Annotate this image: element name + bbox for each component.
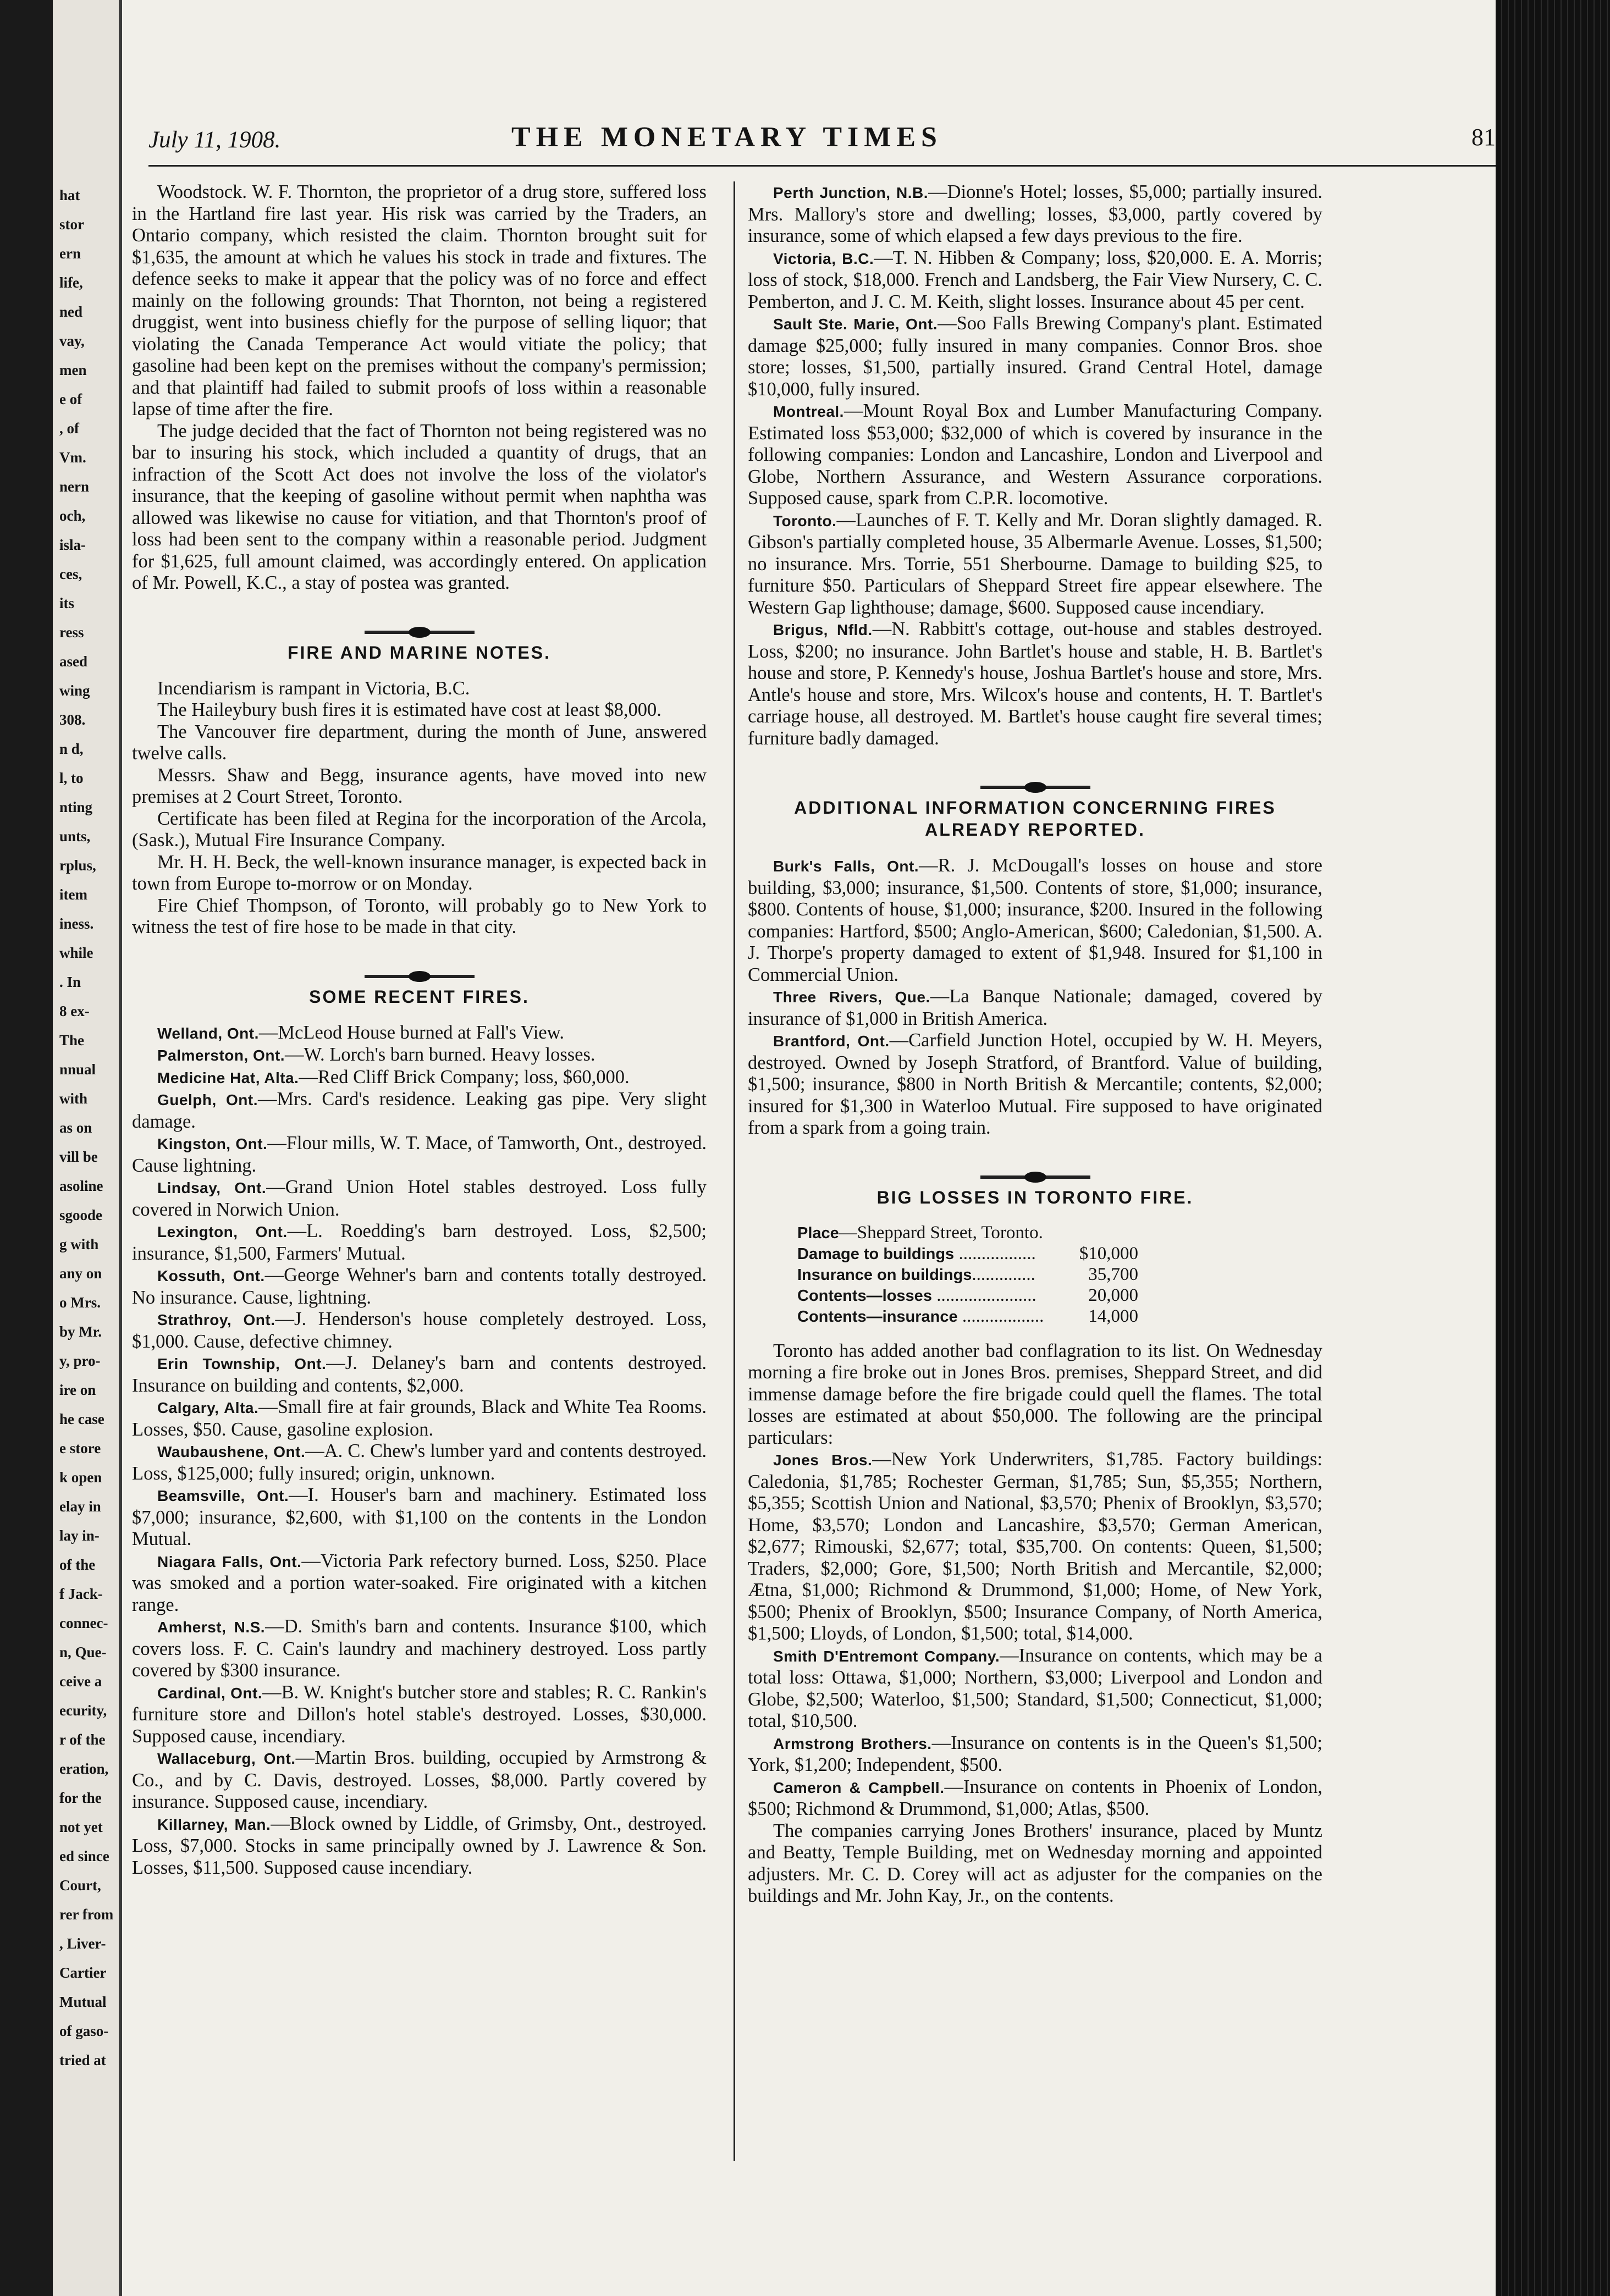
paragraph: Fire Chief Thompson, of Toronto, will probably go to New York to witness the test of fire hose to be made in that city. — [132, 895, 707, 937]
loss-label-cell — [797, 1285, 1072, 1306]
margin-fragment: for the — [59, 1790, 102, 1806]
ornament-divider — [748, 1153, 1322, 1175]
margin-fragment: ire on — [59, 1382, 96, 1398]
page-number: 81 — [1471, 124, 1496, 151]
place-name: Perth Junction, N.B. — [773, 184, 929, 201]
loss-value: 20,000 — [1088, 1285, 1138, 1305]
margin-fragment: as on — [59, 1119, 92, 1136]
margin-fragment: of gaso- — [59, 2023, 109, 2039]
fire-entry — [132, 1044, 707, 1067]
fire-entry — [748, 400, 1322, 510]
place-name: Kingston, Ont. — [157, 1135, 268, 1152]
margin-fragment: lay in- — [59, 1527, 100, 1544]
page-edges — [1496, 0, 1610, 2296]
ornament-divider — [132, 953, 707, 975]
facing-page-margin — [53, 0, 122, 2296]
recent-fires-list — [132, 1022, 707, 1879]
item-text: —Insurance on contents is in the Queen's $1,500; York, $1,200; Independent, $500. — [748, 1732, 1322, 1775]
place-name: Lindsay, Ont. — [157, 1179, 267, 1196]
loss-label: Contents—insurance — [797, 1307, 958, 1326]
margin-fragment: nern — [59, 478, 89, 495]
margin-fragment: eration, — [59, 1760, 109, 1777]
item-text: —Mount Royal Box and Lumber Manufacturing Company. Estimated loss $53,000; $32,000 of which is covered by insurance in the following companies: London and Lancashire, London and Liverpool and Globe, Northern Assurance, and Western Assurance corporations. Supposed cause, spark from C.P.R. locomotive. — [748, 400, 1322, 509]
loss-row — [797, 1265, 1138, 1285]
margin-fragment: its — [59, 595, 74, 611]
margin-fragment: nnual — [59, 1061, 96, 1078]
page-header — [148, 121, 1496, 159]
place-name: Brantford, Ont. — [773, 1033, 890, 1050]
recent-fires-heading: SOME RECENT FIRES. — [309, 986, 530, 1007]
paragraph: The Vancouver fire department, during the month of June, answered twelve calls. — [132, 721, 707, 764]
insurance-entry — [748, 1732, 1322, 1776]
fire-entry — [132, 1309, 707, 1353]
column-left — [132, 181, 707, 1879]
fire-entry — [132, 1067, 707, 1089]
fire-entry — [132, 1440, 707, 1484]
margin-fragment: Mutual — [59, 1994, 107, 2010]
place-name: Calgary, Alta. — [157, 1399, 259, 1416]
item-text: —J. Henderson's house completely destroyed. Loss, $1,000. Cause, defective chimney. — [132, 1309, 707, 1352]
margin-fragment: elay in — [59, 1498, 101, 1515]
margin-fragment: Cartier — [59, 1964, 107, 1981]
item-text: —I. Houser's barn and machinery. Estimated loss $7,000; insurance, $2,600, with $1,100 on the contents in the London Mutual. — [132, 1484, 707, 1549]
loss-value: 35,700 — [1088, 1265, 1138, 1284]
place-name: Toronto. — [773, 512, 837, 529]
place-name: Welland, Ont. — [157, 1024, 259, 1042]
fire-entry — [748, 510, 1322, 619]
insurance-entry — [748, 1449, 1322, 1645]
fire-entry — [132, 1550, 707, 1616]
fire-entry — [132, 1353, 707, 1397]
margin-fragment: ceive a — [59, 1673, 102, 1690]
place-name: Killarney, Man. — [157, 1815, 271, 1833]
fire-entry — [132, 1089, 707, 1133]
header-rule — [148, 165, 1496, 167]
leader-dots: ................. — [954, 1243, 1036, 1263]
margin-fragment: e store — [59, 1440, 101, 1456]
fire-marine-heading: FIRE AND MARINE NOTES. — [287, 642, 552, 663]
margin-fragment: of the — [59, 1557, 96, 1573]
margin-fragment: ed since — [59, 1848, 109, 1864]
item-text: —Mrs. Card's residence. Leaking gas pipe. Very slight damage. — [132, 1089, 707, 1132]
fire-entry — [132, 1682, 707, 1748]
leader-dots: ...................... — [931, 1285, 1036, 1305]
loss-value: 14,000 — [1088, 1306, 1138, 1326]
item-text: —George Wehner's barn and contents totally destroyed. No insurance. Cause, lightning. — [132, 1265, 707, 1308]
margin-fragment: . In — [59, 974, 81, 990]
margin-fragment: ress — [59, 624, 84, 641]
place-name: Victoria, B.C. — [773, 250, 874, 267]
paragraph: The Haileybury bush fires it is estimated have cost at least $8,000. — [157, 699, 661, 720]
fire-entry — [748, 181, 1322, 247]
place-name: Cameron & Campbell. — [773, 1779, 945, 1796]
margin-fragment: g with — [59, 1236, 99, 1252]
recent-fires-continued — [748, 181, 1322, 749]
margin-fragment: nting — [59, 799, 93, 815]
margin-fragment: by Mr. — [59, 1323, 102, 1340]
margin-fragment: asoline — [59, 1178, 103, 1194]
margin-fragment: o Mrs. — [59, 1294, 101, 1311]
margin-fragment: isla- — [59, 537, 86, 553]
place-name: Palmerston, Ont. — [157, 1047, 285, 1064]
margin-fragment: hat — [59, 187, 80, 203]
fire-entry — [132, 1177, 707, 1221]
margin-fragment: any on — [59, 1265, 102, 1282]
margin-fragment: men — [59, 362, 87, 378]
item-text: —Insurance on contents, which may be a total loss: Ottawa, $1,000; Northern, $3,000; Liverpool and London and Globe, $2,500; Waterloo, $1,500; Standard, $1,500; Connecticut, $1,000; total, $10,500. — [748, 1644, 1322, 1731]
item-text: —La Banque Nationale; damaged, covered by insurance of $1,000 in British America. — [748, 986, 1322, 1029]
margin-fragment: 8 ex- — [59, 1003, 90, 1019]
margin-fragment: l, to — [59, 770, 84, 786]
item-text: —New York Underwriters, $1,785. Factory buildings: Caledonia, $1,785; Rochester German, $1,785; Sun, $5,355; Northern, $5,355; Scottish Union and National, $3,570; Phenix of Brooklyn, $3,570; Home, $3,570; London and Lancashire, $3,570; German American, $2,677; Rimouski, $2,677; total, $35,700. On contents: Queen, $1,500; Traders, $2,000; Gore, $1,500; North British and Mercantile, $2,000; Ætna, $1,000; Richmond & Drummond, $1,000; Home, of New York, $500; Phenix of Brooklyn, $500; Insurance Company, of North America, $1,500; Lloyds, of London, $1,500; total, $14,000. — [748, 1449, 1322, 1644]
fire-entry — [132, 1616, 707, 1682]
margin-fragment: k open — [59, 1469, 102, 1486]
place-name: Amherst, N.S. — [157, 1619, 266, 1636]
fire-marine-notes — [132, 678, 707, 939]
item-text: —Soo Falls Brewing Company's plant. Estimated damage $25,000; fully insured in many companies. Connor Bros. shoe store; losses, $1,500, partially insured. Grand Central Hotel, damage $10,000, fully insured. — [748, 313, 1322, 400]
additional-entry — [748, 986, 1322, 1030]
fire-entry — [132, 1747, 707, 1813]
item-text: —B. W. Knight's butcher store and stables; R. C. Rankin's furniture store and Dillon's hotel stable's destroyed. Losses, $30,000. Supposed cause, incendiary. — [132, 1681, 707, 1747]
place-name: Kossuth, Ont. — [157, 1267, 265, 1284]
place-name: Erin Township, Ont. — [157, 1355, 327, 1372]
margin-fragment: iness. — [59, 915, 94, 932]
loss-label: Damage to buildings — [797, 1245, 955, 1263]
margin-fragment: och, — [59, 507, 86, 524]
margin-fragment: Vm. — [59, 449, 86, 466]
additional-info-heading: ADDITIONAL INFORMATION CONCERNING FIRES ALREADY REPORTED. — [794, 798, 1276, 840]
item-text: —Dionne's Hotel; losses, $5,000; partially insured. Mrs. Mallory's store and dwelling; losses, $3,000, partly covered by insurance, some of which elapsed a few days previous to the fire. — [748, 181, 1322, 246]
paragraph: The judge decided that the fact of Thornton not being registered was no bar to insuring his stock, which included a quantity of drugs, that an infraction of the Scott Act does not involve the loss of the violator's insurance, that the keeping of gasoline without permit when naphtha was allowed was likewise no cause for vitiation, and that Thornton's proof of loss had been sent to the company within a reasonable period. Judgment for $1,625, full amount claimed, was accordingly entered. On application of Mr. Powell, K.C., a stay of postea was granted. — [132, 420, 707, 593]
margin-fragment: e of — [59, 391, 82, 407]
margin-fragment: rplus, — [59, 857, 96, 874]
leader-dots: .............. — [972, 1264, 1035, 1284]
issue-date: July 11, 1908. — [148, 127, 281, 153]
loss-label-cell — [797, 1265, 1072, 1285]
margin-fragment: item — [59, 886, 87, 903]
insurance-entry — [748, 1776, 1322, 1820]
loss-row — [797, 1306, 1138, 1327]
item-text: —Small fire at fair grounds, Black and White Tea Rooms. Losses, $50. Cause, gasoline explosion. — [132, 1397, 707, 1440]
place-name: Lexington, Ont. — [157, 1223, 288, 1240]
margin-fragment: Court, — [59, 1877, 101, 1894]
fire-entry — [748, 313, 1322, 400]
loss-label: Contents—losses — [797, 1287, 932, 1305]
margin-fragment: The — [59, 1032, 85, 1048]
additional-entry — [748, 855, 1322, 986]
margin-fragment: life, — [59, 274, 83, 291]
ornament-divider — [748, 764, 1322, 786]
margin-fragment: r of the — [59, 1731, 106, 1748]
item-text: —T. N. Hibben & Company; loss, $20,000. E. A. Morris; loss of stock, $18,000. French and Landsberg, the Fair View Nursery, C. C. Pemberton, and J. C. M. Keith, slight losses. Insurance about 45 per cent. — [748, 247, 1322, 312]
paragraph: Messrs. Shaw and Begg, insurance agents, have moved into new premises at 2 Court Street, Toronto. — [132, 764, 707, 807]
loss-label: Insurance on buildings — [797, 1266, 972, 1284]
fire-entry — [132, 1484, 707, 1550]
margin-fragment: vay, — [59, 333, 85, 349]
item-text: —McLeod House burned at Fall's View. — [258, 1022, 564, 1043]
item-text: —A. C. Chew's lumber yard and contents destroyed. Loss, $125,000; fully insured; origin, unknown. — [132, 1440, 707, 1484]
place-name: Waubaushene, Ont. — [157, 1443, 306, 1460]
paragraph: Woodstock. W. F. Thornton, the proprietor of a drug store, suffered loss in the Hartland fire last year. His risk was carried by the Traders, an Ontario company, which resisted the claim. Thornton brought suit for $1,635, the amount at which he values his stock in trade and fixtures. The defence seeks to make it appear that the policy was of no force and effect mainly on the following grounds: That Thornton, not being a registered druggist, went into business chiefly for the purpose of selling liquor; that violating the Canada Temperance Act would vitiate the policy; that gasoline had been kept on the premises without the company's permission; and that plaintiff had failed to submit proofs of loss within a reasonable lapse of time after the fire. — [132, 181, 707, 420]
place-name: Cardinal, Ont. — [157, 1684, 263, 1702]
loss-label-cell — [797, 1306, 1072, 1327]
book-binding — [0, 0, 53, 2296]
place-name: Jones Bros. — [773, 1451, 873, 1469]
column-rule — [734, 181, 735, 2161]
additional-info-list — [748, 855, 1322, 1139]
item-text: —Victoria Park refectory burned. Loss, $250. Place was smoked and a portion water-soaked. Fire originated with a kitchen range. — [132, 1550, 707, 1615]
margin-fragment: connec- — [59, 1615, 108, 1631]
margin-fragment: wing — [59, 682, 90, 699]
loss-label-cell — [797, 1244, 1072, 1265]
margin-fragment: unts, — [59, 828, 91, 845]
margin-fragment: stor — [59, 216, 84, 233]
item-text: —Red Cliff Brick Company; loss, $60,000. — [299, 1066, 630, 1088]
fire-entry — [132, 1221, 707, 1265]
place-name: Wallaceburg, Ont. — [157, 1750, 296, 1767]
item-text: —W. Lorch's barn burned. Heavy losses. — [285, 1044, 596, 1065]
item-text: —N. Rabbitt's cottage, out-house and stables destroyed. Loss, $200; no insurance. John Bartlet's house and stable, H. B. Bartlet's house and store, P. Kennedy's house, Joshua Bartlet's house and store, Mrs. Antle's house and store, Mrs. Wilcox's house and contents, H. T. Bartlet's carriage house, all destroyed. M. Bartlet's house caught fire several times; furniture badly damaged. — [748, 619, 1322, 749]
margin-fragment: ern — [59, 245, 81, 262]
margin-fragment: not yet — [59, 1819, 103, 1835]
margin-fragment: f Jack- — [59, 1586, 103, 1602]
margin-fragment: n d, — [59, 741, 84, 757]
column-right — [748, 181, 1322, 1907]
margin-fragment: 308. — [59, 711, 86, 728]
item-text: —Flour mills, W. T. Mace, of Tamworth, Ont., destroyed. Cause lightning. — [132, 1133, 707, 1176]
loss-value: $10,000 — [1079, 1244, 1138, 1263]
toronto-intro: Toronto has added another bad conflagration to its list. On Wednesday morning a fire broke out in Jones Bros. premises, Sheppard Street, and did immense damage before the fire brigade could quell the flames. The total losses are estimated at about $50,000. The following are the principal particulars: — [748, 1340, 1322, 1448]
item-text: —Grand Union Hotel stables destroyed. Loss fully covered in Norwich Union. — [132, 1177, 707, 1220]
item-text: —R. J. McDougall's losses on house and store building, $3,000; insurance, $1,500. Contents of store, $1,000; insurance, $800. Contents of house, $1,000; insurance, $200. Insured in the following companies: Hartford, $500; Anglo-American, $600; Caledonian, $1,500. A. J. Thorpe's property damaged to extent of $1,948. Insured for $1,100 in Commercial Union. — [748, 855, 1322, 985]
margin-fragment: y, pro- — [59, 1353, 101, 1369]
item-text: —Launches of F. T. Kelly and Mr. Doran slightly damaged. R. Gibson's partially completed house, 35 Albermarle Avenue. Losses, $1,500; no insurance. Mrs. Torrie, 551 Sherbourne. Damage to building $25, to furniture $50. Particulars of Sheppard Street fire appear elsewhere. The Western Gap lighthouse; damage, $600. Supposed cause incendiary. — [748, 509, 1322, 618]
leader-dots: .................. — [957, 1306, 1044, 1326]
margin-fragment: ned — [59, 303, 83, 320]
closing-paragraph: The companies carrying Jones Brothers' insurance, placed by Muntz and Beatty, Temple Building, met on Wednesday morning and appointed adjusters. Mr. C. D. Corey will act as adjuster for the companies on the buildings and Mr. John Kay, Jr., on the contents. — [748, 1820, 1322, 1906]
margin-fragment: n, Que- — [59, 1644, 107, 1660]
margin-fragment: while — [59, 945, 93, 961]
margin-fragment: , Liver- — [59, 1935, 106, 1952]
item-text: —Carfield Junction Hotel, occupied by W. H. Meyers, destroyed. Owned by Joseph Stratford, of Brantford. Value of building, $1,500; insurance, $800 in North British & Mercantile; contents, $2,000; insured for $1,300 in Waterloo Mutual. Fire supposed to have originated from a spark from a going train. — [748, 1030, 1322, 1138]
item-text: —Block owned by Liddle, of Grimsby, Ont., destroyed. Loss, $7,000. Stocks in same principally owned by J. Lawrence & Son. Losses, $11,500. Supposed cause incendiary. — [132, 1813, 707, 1878]
place-name: Guelph, Ont. — [157, 1091, 258, 1108]
margin-fragment: ces, — [59, 566, 82, 582]
fire-entry — [132, 1265, 707, 1309]
paragraph: Incendiarism is rampant in Victoria, B.C. — [157, 677, 470, 699]
place-name: Burk's Falls, Ont. — [773, 858, 919, 875]
loss-summary-table — [797, 1223, 1138, 1327]
item-text: —Martin Bros. building, occupied by Armstrong & Co., and by C. Davis, destroyed. Losses, $8,000. Partly covered by insurance. Supposed cause, incendiary. — [132, 1747, 707, 1812]
margin-fragment: tried at — [59, 2052, 106, 2068]
place-name: Smith D'Entremont Company. — [773, 1647, 1000, 1665]
fire-entry — [132, 1813, 707, 1879]
fire-entry — [132, 1397, 707, 1440]
place-label: Place — [797, 1224, 839, 1242]
margin-fragment: he case — [59, 1411, 104, 1427]
fire-entry — [748, 247, 1322, 313]
fire-entry — [132, 1022, 707, 1045]
item-text: —D. Smith's barn and contents. Insurance $100, which covers loss. F. C. Cain's laundry and machinery destroyed. Loss partly covered by $300 insurance. — [132, 1616, 707, 1681]
item-text: —J. Delaney's barn and contents destroyed. Insurance on building and contents, $2,000. — [132, 1353, 707, 1396]
fire-entry — [748, 619, 1322, 749]
loss-row — [797, 1285, 1138, 1306]
place-row — [797, 1223, 1138, 1244]
paragraph: Certificate has been filed at Regina for the incorporation of the Arcola, (Sask.), Mutual Fire Insurance Company. — [132, 808, 707, 851]
big-losses-heading: BIG LOSSES IN TORONTO FIRE. — [876, 1187, 1194, 1207]
ornament-divider — [132, 609, 707, 631]
insurance-entry — [748, 1645, 1322, 1732]
fire-entry — [132, 1133, 707, 1177]
paragraph: Mr. H. H. Beck, the well-known insurance manager, is expected back in town from Europe to-morrow or on Monday. — [132, 851, 707, 894]
place-name: Medicine Hat, Alta. — [157, 1069, 299, 1086]
masthead: THE MONETARY TIMES — [511, 122, 942, 153]
margin-fragment: vill be — [59, 1149, 98, 1165]
place-name: Beamsville, Ont. — [157, 1487, 289, 1504]
margin-fragment: sgoode — [59, 1207, 103, 1223]
place-value: —Sheppard Street, Toronto. — [839, 1222, 1043, 1243]
place-name: Three Rivers, Que. — [773, 989, 930, 1006]
place-name: Strathroy, Ont. — [157, 1311, 275, 1328]
place-name: Montreal. — [773, 403, 844, 420]
margin-fragment: , of — [59, 420, 79, 437]
place-name: Niagara Falls, Ont. — [157, 1553, 302, 1570]
place-name: Brigus, Nfld. — [773, 621, 873, 638]
item-text: —L. Roedding's barn destroyed. Loss, $2,500; insurance, $1,500, Farmers' Mutual. — [132, 1221, 707, 1264]
toronto-insurance-list — [748, 1449, 1322, 1820]
margin-fragment: ecurity, — [59, 1702, 107, 1719]
margin-fragment: rer from — [59, 1906, 114, 1923]
thornton-case-article — [132, 181, 707, 594]
loss-row — [797, 1244, 1138, 1265]
additional-entry — [748, 1030, 1322, 1139]
margin-fragment: ased — [59, 653, 88, 670]
place-name: Armstrong Brothers. — [773, 1735, 932, 1752]
place-name: Sault Ste. Marie, Ont. — [773, 316, 938, 333]
item-text: —Insurance on contents in Phoenix of London, $500; Richmond & Drummond, $1,000; Atlas, $500. — [748, 1776, 1322, 1819]
margin-fragment: with — [59, 1090, 88, 1107]
